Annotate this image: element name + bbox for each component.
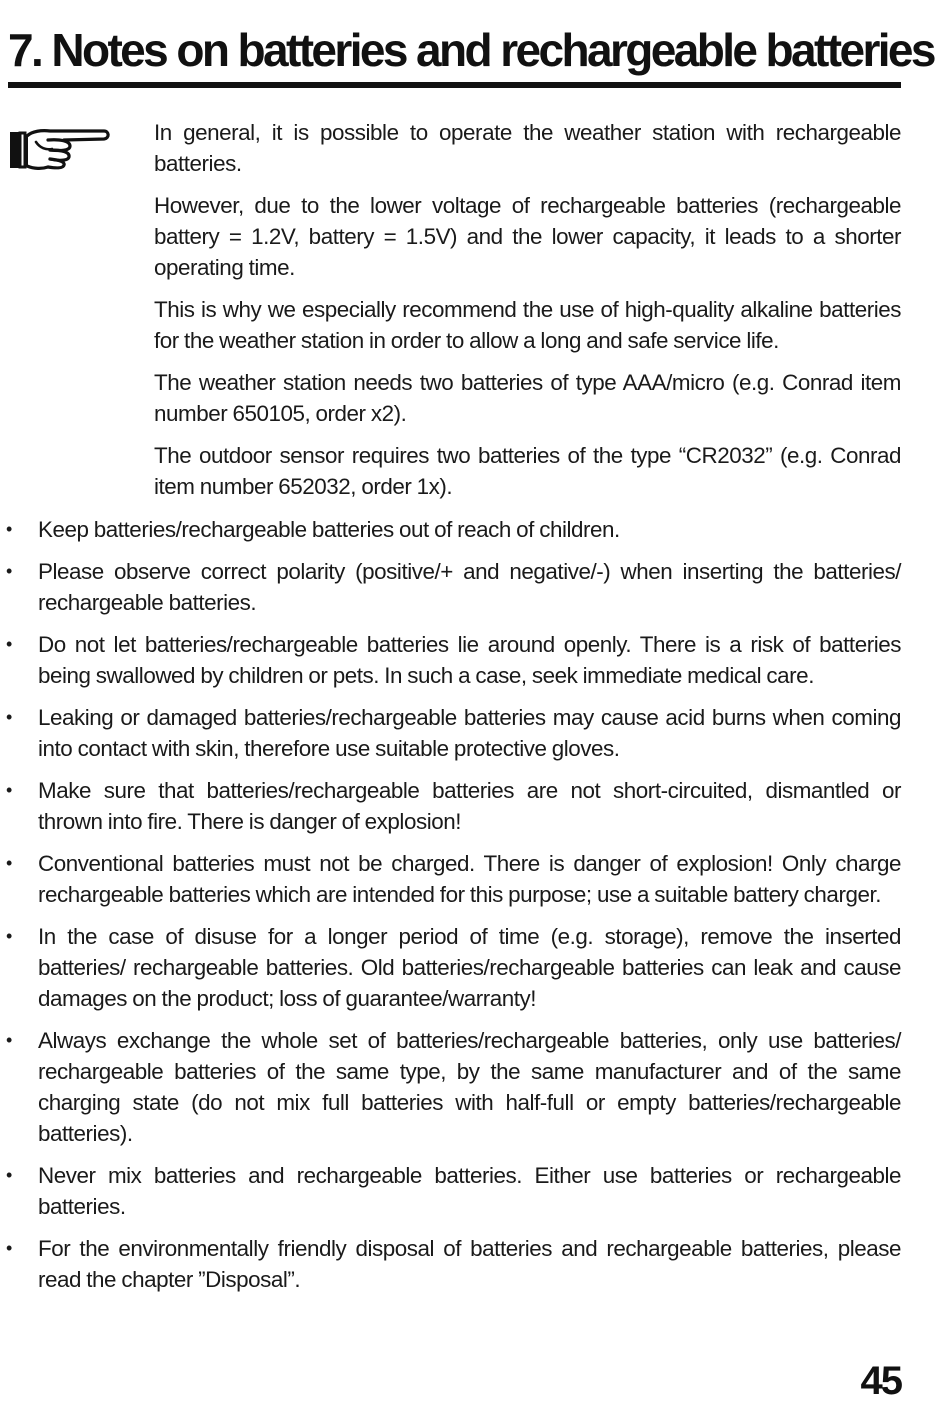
bullet-icon: • [6, 634, 13, 654]
pointing-hand-icon [8, 122, 112, 176]
safety-bullet-list [0, 514, 901, 1306]
note-paragraph: In general, it is possible to operate the weather station with rechargeable batteries. [154, 120, 901, 176]
list-item [0, 921, 901, 1014]
list-item-text: Do not let batteries/rechargeable batteries lie around openly. There is a risk of batteries being swallowed by children or pets. In such a case, seek immediate medical care. [38, 632, 901, 688]
note-paragraph: The outdoor sensor requires two batteries of the type “CR2032” (e.g. Conrad item number 652032, order 1x). [154, 443, 901, 499]
list-item-text: Please observe correct polarity (positive/+ and negative/-) when inserting the batteries/ rechargeable batteries. [38, 559, 901, 615]
list-item-text: Make sure that batteries/rechargeable batteries are not short-circuited, dismantled or thrown into fire. There is danger of explosion! [38, 778, 901, 834]
note-paragraph: However, due to the lower voltage of rechargeable batteries (rechargeable battery = 1.2V, battery = 1.5V) and the lower capacity, it leads to a shorter operating time. [154, 193, 901, 280]
list-item [0, 1025, 901, 1149]
list-item-text: In the case of disuse for a longer period of time (e.g. storage), remove the inserted batteries/ rechargeable batteries. Old batteries/rechargeable batteries can leak and cause damages on the product; loss of guarantee/warranty! [38, 924, 901, 1011]
note-paragraph: This is why we especially recommend the use of high-quality alkaline batteries for the weather station in order to allow a long and safe service life. [154, 297, 901, 353]
bullet-icon: • [6, 926, 13, 946]
heading-underline [8, 82, 901, 88]
bullet-icon: • [6, 519, 13, 539]
list-item-text: Always exchange the whole set of batteries/rechargeable batteries, only use batteries/ rechargeable batteries of the same type, by the same manufacturer and of the same charging state (do not mix full batteries with half-full or empty batteries/rechargeable batteries). [38, 1028, 901, 1146]
bullet-icon: • [6, 561, 13, 581]
bullet-icon: • [6, 1030, 13, 1050]
bullet-icon: • [6, 707, 13, 727]
list-item-text: Never mix batteries and rechargeable batteries. Either use batteries or rechargeable batteries. [38, 1163, 901, 1219]
list-item-text: Leaking or damaged batteries/rechargeable batteries may cause acid burns when coming into contact with skin, therefore use suitable protective gloves. [38, 705, 901, 761]
list-item-text: Keep batteries/rechargeable batteries out of reach of children. [38, 517, 620, 542]
list-item [0, 514, 901, 545]
list-item-text: Conventional batteries must not be charged. There is danger of explosion! Only charge rechargeable batteries which are intended for this purpose; use a suitable battery charger. [38, 851, 901, 907]
list-item [0, 1160, 901, 1222]
list-item [0, 775, 901, 837]
bullet-icon: • [6, 853, 13, 873]
bullet-icon: • [6, 1238, 13, 1258]
list-item [0, 702, 901, 764]
bullet-icon: • [6, 780, 13, 800]
note-block [154, 117, 901, 513]
section-heading: 7. Notes on batteries and rechargeable batteries [8, 24, 934, 76]
note-paragraph: The weather station needs two batteries of type AAA/micro (e.g. Conrad item number 650105, order x2). [154, 370, 901, 426]
page-number: 45 [860, 1359, 901, 1403]
list-item [0, 629, 901, 691]
list-item [0, 848, 901, 910]
list-item-text: For the environmentally friendly disposal of batteries and rechargeable batteries, please read the chapter ”Disposal”. [38, 1236, 901, 1292]
list-item [0, 1233, 901, 1295]
bullet-icon: • [6, 1165, 13, 1185]
list-item [0, 556, 901, 618]
